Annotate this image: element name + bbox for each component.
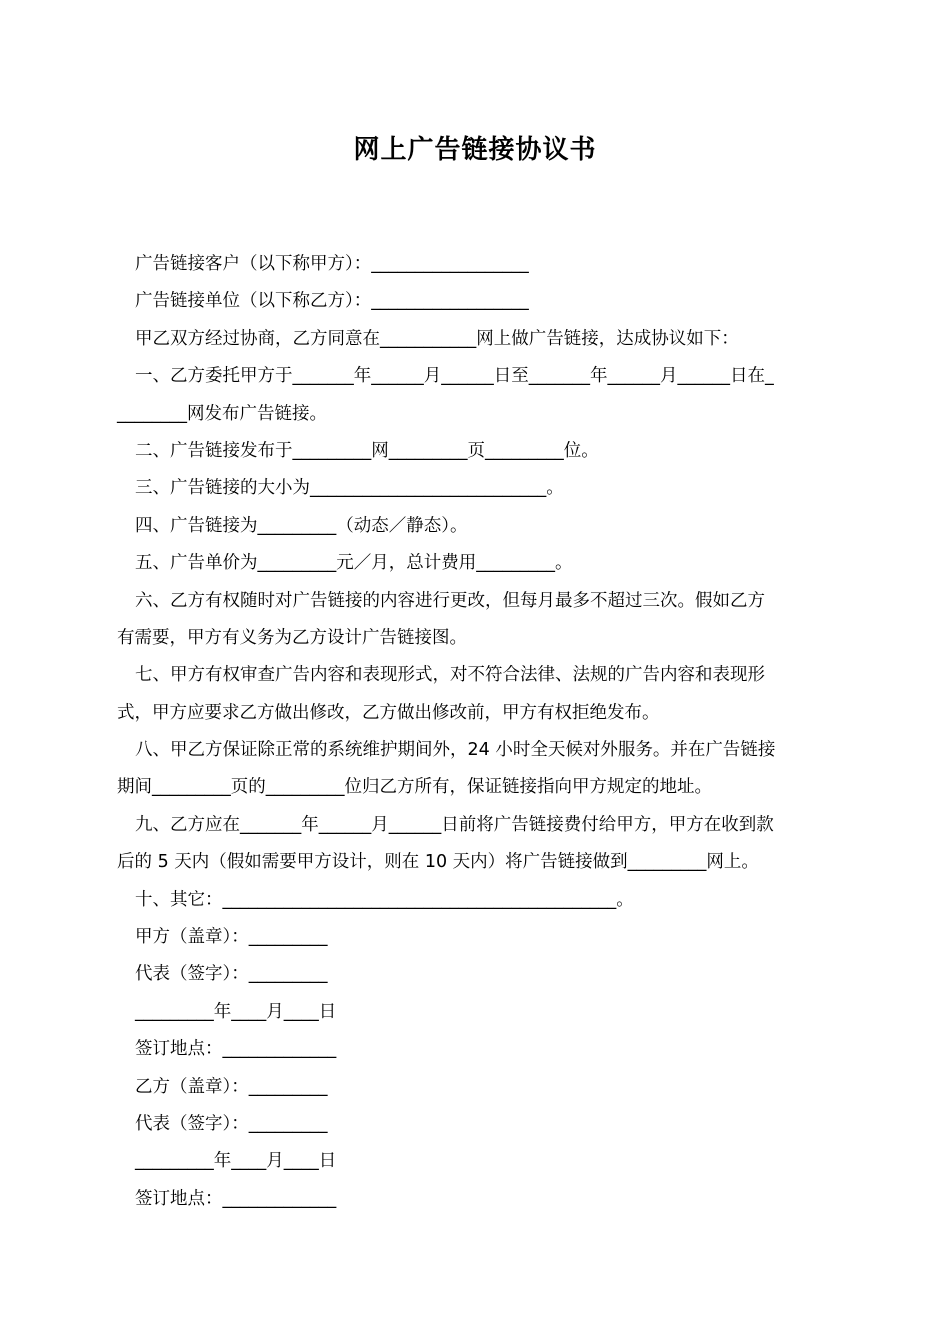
clause-5-line: 五、广告单价为_________元／月，总计费用_________。 — [135, 553, 573, 574]
party-a-seal: 甲方（盖章）：_________ — [135, 927, 328, 948]
agreement-body — [117, 246, 837, 1218]
clause-9-line-1: 九、乙方应在_______年______月______日前将广告链接费付给甲方，甲方在收到款 — [135, 814, 774, 835]
clause-10-line: 十、其它：_____________________________________________。 — [135, 889, 634, 910]
party-a-date: _________年____月____日 — [135, 1001, 337, 1022]
party-a-location: 签订地点：_____________ — [135, 1039, 337, 1060]
party-b-location: 签订地点：_____________ — [135, 1188, 337, 1209]
preamble-line: 甲乙双方经过协商，乙方同意在___________网上做广告链接，达成协议如下： — [135, 328, 739, 349]
party-a-line: 广告链接客户（以下称甲方）：__________________ — [135, 254, 529, 274]
clause-1-line-2: ________网发布广告链接。 — [117, 403, 327, 424]
clause-6-line-2: 有需要，甲方有义务为乙方设计广告链接图。 — [117, 627, 467, 648]
clause-7-line-2: 式，甲方应要求乙方做出修改，乙方做出修改前，甲方有权拒绝发布。 — [117, 702, 660, 723]
clause-3-line: 三、广告链接的大小为___________________________。 — [135, 478, 564, 499]
party-a-signature: 代表（签字）：_________ — [135, 964, 328, 985]
party-b-signature: 代表（签字）：_________ — [135, 1113, 328, 1134]
clause-8-line-1: 八、甲乙方保证除正常的系统维护期间外，24 小时全天候对外服务。并在广告链接 — [135, 740, 776, 761]
document-title: 网上广告链接协议书 — [353, 135, 597, 165]
clause-1-line-1: 一、乙方委托甲方于_______年______月______日至_______年______月______日在_ — [135, 366, 774, 387]
clause-9-line-2: 后的 5 天内（假如需要甲方设计，则在 10 天内）将广告链接做到_________网上。 — [117, 852, 759, 873]
clause-6-line-1: 六、乙方有权随时对广告链接的内容进行更改，但每月最多不超过三次。假如乙方 — [135, 590, 765, 611]
party-b-date: _________年____月____日 — [135, 1151, 337, 1172]
party-b-line: 广告链接单位（以下称乙方）：__________________ — [135, 291, 529, 312]
clause-7-line-1: 七、甲方有权审查广告内容和表现形式，对不符合法律、法规的广告内容和表现形 — [135, 665, 765, 686]
clause-8-line-2: 期间_________页的_________位归乙方所有，保证链接指向甲方规定的地址。 — [117, 777, 712, 798]
clause-4-line: 四、广告链接为_________（动态／静态）。 — [135, 515, 468, 536]
party-b-seal: 乙方（盖章）：_________ — [135, 1076, 328, 1097]
clause-2-line: 二、广告链接发布于_________网_________页_________位。 — [135, 440, 599, 461]
